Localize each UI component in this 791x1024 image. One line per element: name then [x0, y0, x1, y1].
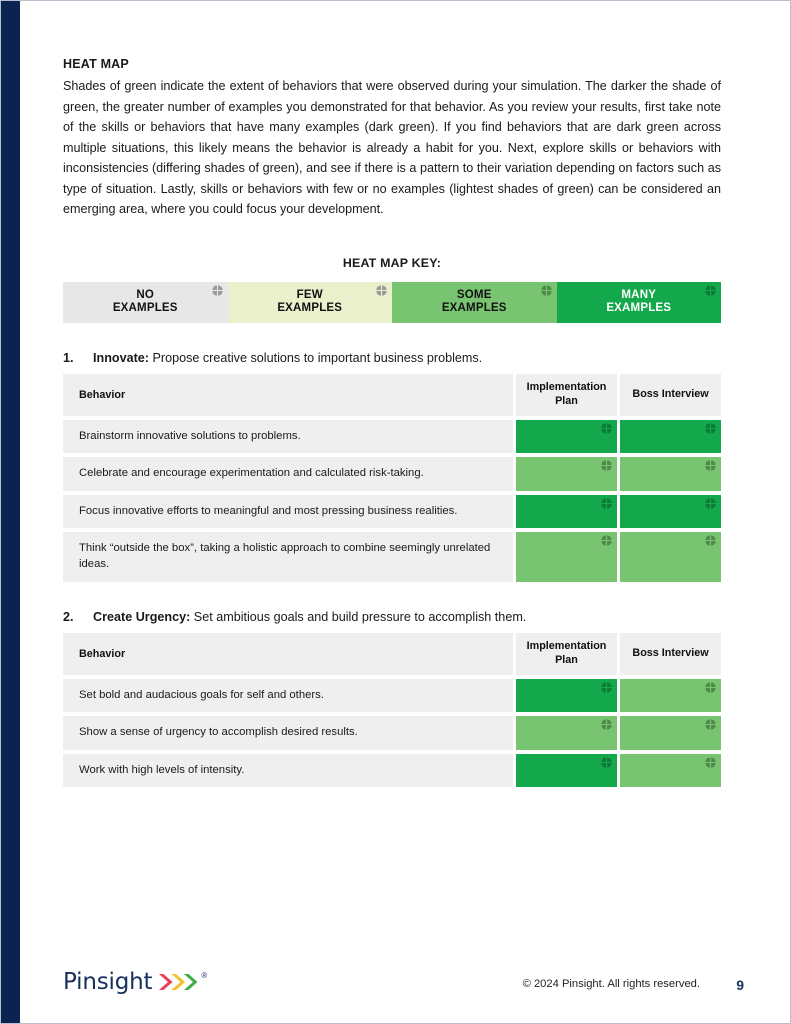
quadrant-icon	[212, 285, 223, 296]
key-level-line2: EXAMPLES	[112, 302, 178, 315]
page-footer	[63, 959, 744, 999]
competency-number: 2.	[63, 609, 74, 624]
key-level-line1: SOME	[456, 288, 492, 301]
heat-cell-r0-c0	[516, 420, 617, 454]
chevron-group-icon	[159, 973, 199, 991]
table-row	[63, 754, 721, 788]
pinsight-logo	[63, 969, 207, 995]
quadrant-icon	[601, 719, 612, 730]
competency-list	[63, 351, 721, 788]
quadrant-icon	[705, 423, 716, 434]
behavior-text: Think “outside the box”, taking a holistic approach to combine seemingly unrelated ideas.	[63, 532, 513, 581]
key-level-line1: MANY	[621, 288, 657, 301]
behavior-text: Celebrate and encourage experimentation and calculated risk-taking.	[63, 457, 513, 491]
table-row	[63, 679, 721, 713]
heat-map-key-level-0	[63, 282, 228, 323]
behavior-text: Brainstorm innovative solutions to problems.	[63, 420, 513, 454]
heat-cell-r2-c0	[516, 495, 617, 529]
column-header-rater-1: Boss Interview	[620, 633, 721, 675]
column-header-rater-0: Implementation Plan	[516, 374, 617, 416]
quadrant-icon	[705, 682, 716, 693]
behavior-table-1	[63, 374, 721, 582]
behavior-text: Show a sense of urgency to accomplish desired results.	[63, 716, 513, 750]
registered-trademark-icon: ®	[201, 971, 208, 980]
competency-number: 1.	[63, 350, 74, 365]
page-number: 9	[736, 977, 744, 993]
competency-text	[93, 610, 526, 624]
table-row	[63, 457, 721, 491]
competency-heading-2	[63, 610, 721, 624]
key-level-line2: EXAMPLES	[277, 302, 343, 315]
quadrant-icon	[705, 460, 716, 471]
table-row	[63, 420, 721, 454]
quadrant-icon	[705, 719, 716, 730]
heat-cell-r2-c1	[620, 754, 721, 788]
column-header-behavior: Behavior	[63, 633, 513, 675]
competency-description: Propose creative solutions to important business problems.	[148, 350, 483, 365]
competency-heading-1	[63, 351, 721, 365]
quadrant-icon	[601, 757, 612, 768]
quadrant-icon	[376, 285, 387, 296]
quadrant-icon	[541, 285, 552, 296]
heat-map-key-level-3	[557, 282, 722, 323]
copyright-text: © 2024 Pinsight. All rights reserved.	[522, 978, 700, 990]
heat-cell-r3-c0	[516, 532, 617, 581]
key-level-line1: FEW	[296, 288, 323, 301]
behavior-text: Set bold and audacious goals for self and others.	[63, 679, 513, 713]
key-level-line1: NO	[136, 288, 155, 301]
quadrant-icon	[601, 682, 612, 693]
quadrant-icon	[601, 535, 612, 546]
quadrant-icon	[601, 423, 612, 434]
intro-paragraph: Shades of green indicate the extent of behaviors that were observed during your simulation. The darker the shade of green, the greater number of examples you demonstrated for that behavior. As you review your results, first take note of the skills or behaviors that have many examples (dark green). If you find behaviors that are dark green across multiple situations, this likely means the behavior is already a habit for you. Next, explore skills or behaviors with inconsistencies (differing shades of green), and see if there is a pattern to their variation depending on factors such as type of situation. Lastly, skills or behaviors with few or no examples (lightest shades of green) can be considered an emerging area, where you could focus your development.	[63, 79, 721, 217]
competency-text	[93, 351, 482, 365]
logo-wordmark: Pinsight	[63, 969, 153, 995]
quadrant-icon	[601, 498, 612, 509]
column-header-rater-1: Boss Interview	[620, 374, 721, 416]
key-level-line2: EXAMPLES	[441, 302, 507, 315]
behavior-text: Focus innovative efforts to meaningful and most pressing business realities.	[63, 495, 513, 529]
heat-cell-r1-c1	[620, 716, 721, 750]
logo-chevrons-icon	[159, 973, 199, 991]
heat-cell-r1-c1	[620, 457, 721, 491]
page-title: HEAT MAP	[63, 57, 129, 71]
heat-map-key	[63, 282, 721, 323]
heat-map-key-level-2	[392, 282, 557, 323]
quadrant-icon	[705, 757, 716, 768]
heat-map-key-level-1	[228, 282, 393, 323]
quadrant-icon	[705, 498, 716, 509]
table-row	[63, 495, 721, 529]
table-row	[63, 716, 721, 750]
competency-description: Set ambitious goals and build pressure to accomplish them.	[190, 609, 527, 624]
heat-cell-r0-c1	[620, 679, 721, 713]
competency-name: Create Urgency:	[93, 609, 191, 624]
key-level-line2: EXAMPLES	[606, 302, 672, 315]
column-header-behavior: Behavior	[63, 374, 513, 416]
table-row	[63, 532, 721, 581]
heat-cell-r0-c1	[620, 420, 721, 454]
behavior-text: Work with high levels of intensity.	[63, 754, 513, 788]
column-header-rater-0: Implementation Plan	[516, 633, 617, 675]
heat-cell-r2-c0	[516, 754, 617, 788]
table-header-row	[63, 374, 721, 416]
page-content	[63, 57, 721, 787]
left-accent-bar	[1, 1, 20, 1023]
quadrant-icon	[601, 460, 612, 471]
competency-name: Innovate:	[93, 350, 149, 365]
quadrant-icon	[705, 535, 716, 546]
heat-cell-r1-c0	[516, 716, 617, 750]
heat-cell-r1-c0	[516, 457, 617, 491]
heat-map-key-title: HEAT MAP KEY:	[342, 255, 442, 270]
heat-cell-r3-c1	[620, 532, 721, 581]
heat-cell-r0-c0	[516, 679, 617, 713]
heat-cell-r2-c1	[620, 495, 721, 529]
quadrant-icon	[705, 285, 716, 296]
table-header-row	[63, 633, 721, 675]
behavior-table-2	[63, 633, 721, 788]
